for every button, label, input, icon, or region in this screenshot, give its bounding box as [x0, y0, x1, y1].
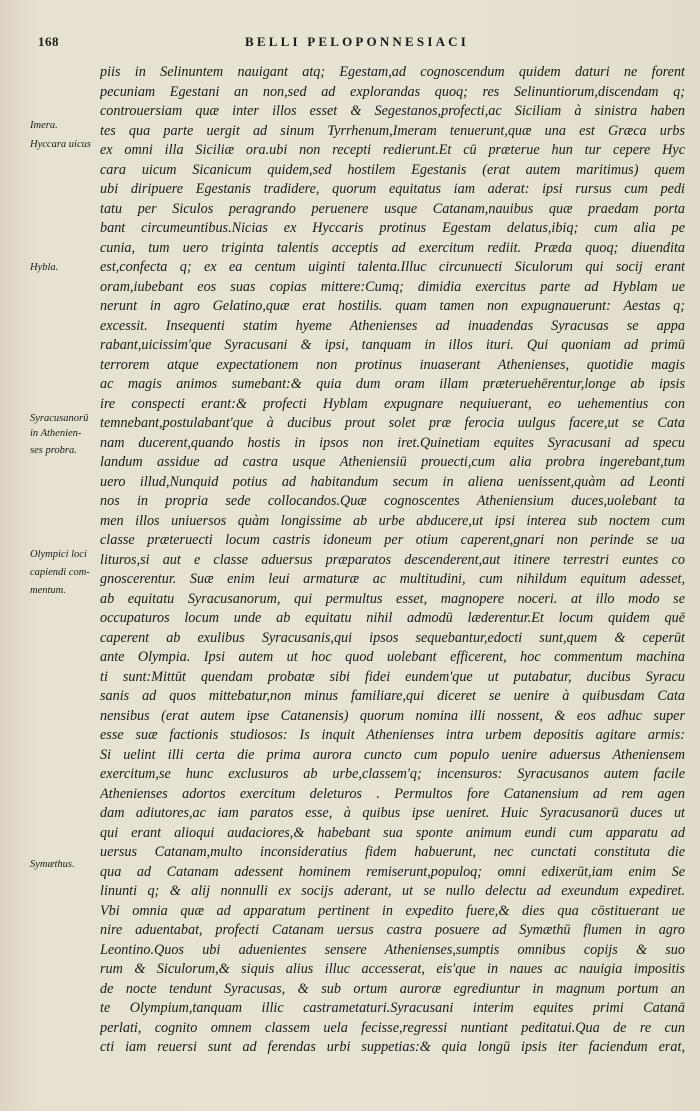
text-line: ab equitatu Syracusanorum, qui permultus esset, magnopere noceri. at illo modo se	[100, 590, 685, 607]
running-title: BELLI PELOPONNESIACI	[245, 34, 470, 49]
text-line: occupaturos locum unde ab equitatu nihil admodū læderentur.Et locum quidem quē	[100, 610, 685, 626]
text-line: rabant,uicissim'que Syracusani & ipsi, tanquam in illos ituri. Qui quoniam ad primū	[100, 337, 685, 353]
text-line: men illos uniuersos quàm longissime ab urbe abducere,ut ipsi interea sub noctem cum	[100, 512, 685, 529]
text-line: nos in propria sede collocandos.Quæ cognoscentes Atheniensium duces,uolebant ta	[100, 493, 685, 509]
text-line: landum assidue ad castra usque Atheniensiū prouecti,cum alia probra ingerebant,tum	[100, 454, 685, 470]
text-line: Vbi omnia quæ ad apparatum pertinent in expedito fuere,& dies qua cōstituerant ue	[100, 902, 685, 919]
text-line: est,confecta q; ex ea centum uiginti talenta.Illuc circunuecti Siculorum qui socij erant	[100, 259, 685, 275]
text-line: Leontino.Quos ubi aduenientes sensere Athenienses,sumptis omnibus copijs & suo	[100, 941, 685, 958]
text-line: cti iam reuersi sunt ad ferendas urbi suppetias:& quia longū ipsis iter faciendum erat,	[100, 1039, 685, 1055]
text-line: nerunt in agro Gelatino,quæ erat hostilis. quam tamen non expugnauerunt: Aestas q;	[100, 298, 685, 314]
margin-note-imera: Imera.	[30, 120, 58, 131]
text-line: ire conspecti erant:& profecti Hyblam expugnare nequiuerant, eo uehementius con	[100, 395, 685, 412]
text-line: dam adiutores,ac iam paratos esse, à quibus ipse ueniret. Huic Syracusanorū duces ut	[100, 805, 685, 821]
margin-note-hyccara: Hyccara uicus	[30, 139, 91, 150]
text-line: controuersiam quæ inter illos esset & Segestanos,profecti,ac Siciliam à sinistra haben	[100, 103, 685, 119]
text-line: terrorem atque expectationem non protinus inuaserant Athenienses, quotidie magis	[100, 356, 685, 373]
text-line: classe præteruecti locum castris idoneum per otium caperent,gnari non perinde se ua	[100, 532, 685, 548]
text-line: lituros,si aut e classe aduersus præparatos descenderent,aut itinere terrestri euntes co	[100, 551, 685, 568]
margin-note-syracusanorum-1: Syracusanorū	[30, 413, 89, 424]
text-line: ubi diripuere Egestanis tradidere, quorum equitatus iam aderat: ipsi rursus cum pedi	[100, 181, 685, 197]
text-line: esse suæ factionis studiosos: Is inquit Athenienses intra urbem depositis agitare armis:	[100, 727, 685, 743]
margin-note-hybla: Hybla.	[30, 262, 59, 273]
text-line: rum & Siculorum,& siquis alius illuc accesserat, eis'que in naues ac nauigia impositis	[100, 961, 685, 977]
text-line: oram,iubebant eos suas copias mittere:Cumq; dimidia exercitus parte ad Hyblam ue	[100, 278, 685, 295]
text-line: ac magis animos sumebant:& quia dum oram illam præteruehērentur,longe ab ipsis	[100, 376, 685, 392]
margin-note-syracusanorum-3: ses probra.	[30, 445, 77, 456]
text-line: perlati, cognito omnem classem uela fecisse,regressi nuntiant peditatui.Qua de re cun	[100, 1019, 685, 1036]
text-line: sanis ad quos mittebatur,non minus familiare,qui diceret se uenire à quibusdam Cata	[100, 688, 685, 704]
text-line: ti sunt:Mittūt quendam probatæ sibi fidei eundem'que ut putabatur, ducibus Syracu	[100, 668, 685, 685]
margin-note-olympici-2: capiendi com-	[30, 567, 90, 578]
text-line: ex omni illa Siciliæ ora.ubi non recepti redierunt.Et cū præterue hun tur cepere Hyc	[100, 142, 685, 158]
text-line: uero illud,Nunquid potius ad habitandum secum in aliena uenissent,quàm ad Leonti	[100, 473, 685, 490]
text-line: linunti q; & alij nonnulli ex socijs aderant, ut se nullo delectu ad exeundum expediret.	[100, 883, 685, 899]
text-line: pecuniam Egestani an non,sed ad explorandas quoq; res Selinuntiorum,discendam q;	[100, 83, 685, 100]
text-line: nam ducerent,quando hostis in ipsos non iret.Quinetiam equites Syracusani ad specu	[100, 434, 685, 451]
text-line: qui erant alioqui audaciores,& habebant sua sponte animum eundi cum apparatu ad	[100, 824, 685, 841]
text-line: nensibus (erat autem ipse Catanensis) quorum nomina illi nossent, & eos adhuc super	[100, 707, 685, 724]
text-line: Athenienses adortos exercitum deleturos . Permultos fore Catanensium ad rem agen	[100, 785, 685, 802]
margin-note-syracusanorum-2: in Athenien-	[30, 428, 82, 439]
body-text	[100, 63, 685, 1058]
margin-note-olympici-1: Olympici loci	[30, 549, 87, 560]
text-line: cara uicum Sicanicum quidem,sed hostilem Egestanis (erat autem maritimus) quem	[100, 161, 685, 178]
text-line: te Olympium,tanquam illic castrametaturi.Syracusani interim equites primi Catanā	[100, 1000, 685, 1016]
page-number: 168	[38, 34, 59, 49]
text-line: Si uelint illi certa die prima aurora cuncto cum populo uenire aduersus Atheniensem	[100, 746, 685, 763]
text-line: qua ad Catanam adessent hominem remiserunt,populoq; omni edixerūt,iam enim Se	[100, 863, 685, 880]
text-line: gnoscerentur. Suæ enim leui armaturæ ac multitudini, cum nihildum equitum adesset,	[100, 571, 685, 587]
text-line: bant circumeuntibus.Nicias ex Hyccaris protinus Egestam delatus,ibiq; cum alia pe	[100, 220, 685, 236]
margin-note-symaethus: Symæthus.	[30, 859, 75, 870]
text-line: uersus Catanam,multo inconsideratius fidem habuerunt, nec cunctati constituta die	[100, 844, 685, 860]
text-line: temnebant,postulabant'que à ducibus prout solet præ ferocia uulgus facere,ut se Cata	[100, 415, 685, 431]
text-line: caperent ab exulibus Syracusanis,qui ipsos sequebantur,edocti sunt,quem & ceperūt	[100, 629, 685, 646]
text-line: de nocte tendunt Syracusas, & sub ortum auroræ egrediuntur in magnum portum an	[100, 980, 685, 997]
text-line: ante Olympia. Ipsi autem ut hoc quod uolebant efficerent, hoc commentum machina	[100, 649, 685, 665]
text-line: piis in Selinuntem nauigant atq; Egestam,ad cognoscendum quidem daturi ne forent	[100, 64, 685, 80]
text-line: tes qua parte uergit ad sinum Tyrrhenum,Imeram tenuerunt,quæ una est Græca urbs	[100, 122, 685, 139]
text-line: tatu per Siculos peragrando peruenere usque Catanam,nauibus quæ praedam porta	[100, 200, 685, 217]
text-line: cunia, tum uero triginta talentis acceptis ad exercitum rediit. Præda quoq; diuendita	[100, 239, 685, 256]
text-line: excessit. Insequenti statim hyeme Athenienses ad inuadendas Syracusas se appa	[100, 317, 685, 334]
margin-note-olympici-3: mentum.	[30, 585, 66, 596]
text-line: nire aduentabat, profecti Catanam uersus castra posuere ad Symæthū flumen in agro	[100, 922, 685, 938]
text-line: exercitum,se hunc exclusuros ab urbe,classem'q; incensuros: Syracusanos autem facile	[100, 766, 685, 782]
